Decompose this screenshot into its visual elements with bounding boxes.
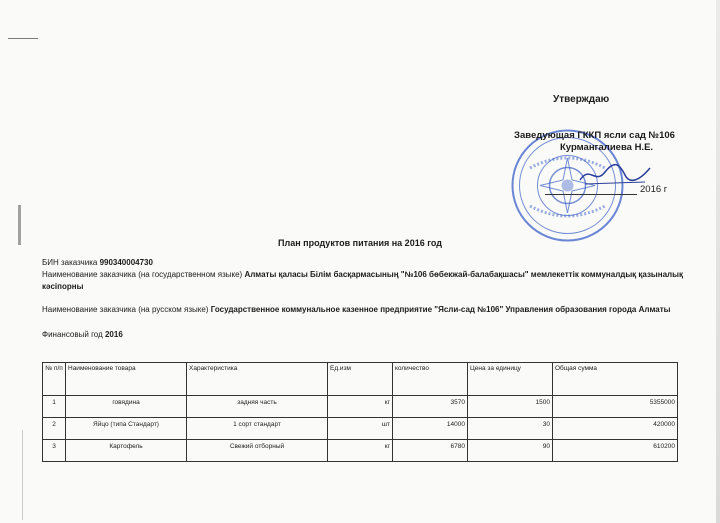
cell-name: Яйцо (типа Стандарт) <box>66 418 187 440</box>
cell-name: говядина <box>66 396 187 418</box>
cell-total: 610200 <box>553 440 678 462</box>
cell-unit: кг <box>328 440 393 462</box>
cell-unit: шт <box>328 418 393 440</box>
scan-artifact <box>22 430 23 520</box>
cell-characteristic: 1 сорт стандарт <box>187 418 328 440</box>
header-num: № п/п <box>43 363 66 396</box>
cell-total: 420000 <box>553 418 678 440</box>
customer-name-kz-line <box>42 269 683 280</box>
cell-unit: кг <box>328 396 393 418</box>
cell-quantity: 6780 <box>393 440 468 462</box>
bin-line <box>42 257 153 268</box>
cell-characteristic: Свежий отборный <box>187 440 328 462</box>
cell-characteristic: задняя часть <box>187 396 328 418</box>
header-quantity: количество <box>393 363 468 396</box>
customer-name-ru-value: Государственное коммунальное казенное предприятие "Ясли-сад №106" Управления образования города Алматы <box>210 305 671 314</box>
customer-name-kz-label: Наименование заказчика (на государственном языке) <box>42 270 243 279</box>
cell-unit-price: 90 <box>468 440 553 462</box>
header-name: Наименование товара <box>66 363 187 396</box>
table-row <box>43 396 678 418</box>
cell-quantity: 14000 <box>393 418 468 440</box>
fiscal-year-value: 2016 <box>104 330 123 339</box>
cell-name: Картофель <box>66 440 187 462</box>
header-unit-price: Цена за единицу <box>468 363 553 396</box>
fiscal-year-line <box>42 329 123 340</box>
cell-unit-price: 30 <box>468 418 553 440</box>
date-line <box>545 194 637 195</box>
approver-position: Заведующая ГККП ясли сад №106 <box>514 130 675 141</box>
header-total: Общая сумма <box>553 363 678 396</box>
products-table <box>42 362 678 462</box>
scan-edge <box>716 0 720 523</box>
cell-quantity: 3570 <box>393 396 468 418</box>
customer-name-kz-continuation <box>42 281 83 292</box>
approval-title: Утверждаю <box>553 94 610 105</box>
header-unit: Ед.изм <box>328 363 393 396</box>
table-header-row <box>43 363 678 396</box>
document-title: План продуктов питания на 2016 год <box>278 238 442 248</box>
cell-num: 1 <box>43 396 66 418</box>
cell-num: 3 <box>43 440 66 462</box>
table-row <box>43 418 678 440</box>
table-row <box>43 440 678 462</box>
customer-name-kz-value-cont: кәсіпорны <box>42 282 84 291</box>
approver-name: Курмангалиева Н.Е. <box>560 142 654 153</box>
customer-name-ru-line <box>42 304 670 315</box>
fiscal-year-label: Финансовый год <box>42 330 103 339</box>
cell-unit-price: 1500 <box>468 396 553 418</box>
scan-artifact <box>8 38 38 39</box>
cell-total: 5355000 <box>553 396 678 418</box>
bin-label: БИН заказчика <box>42 258 98 267</box>
header-characteristic: Характеристика <box>187 363 328 396</box>
cell-num: 2 <box>43 418 66 440</box>
customer-name-kz-value: Алматы қаласы Білім басқармасының "№106 бөбекжай-балабақшасы" мемлекеттік коммуналдық қазыналық <box>244 270 683 279</box>
customer-name-ru-label: Наименование заказчика (на русском языке) <box>42 305 209 314</box>
bin-value: 990340004730 <box>99 258 153 267</box>
approval-date: 2016 г <box>640 184 668 195</box>
